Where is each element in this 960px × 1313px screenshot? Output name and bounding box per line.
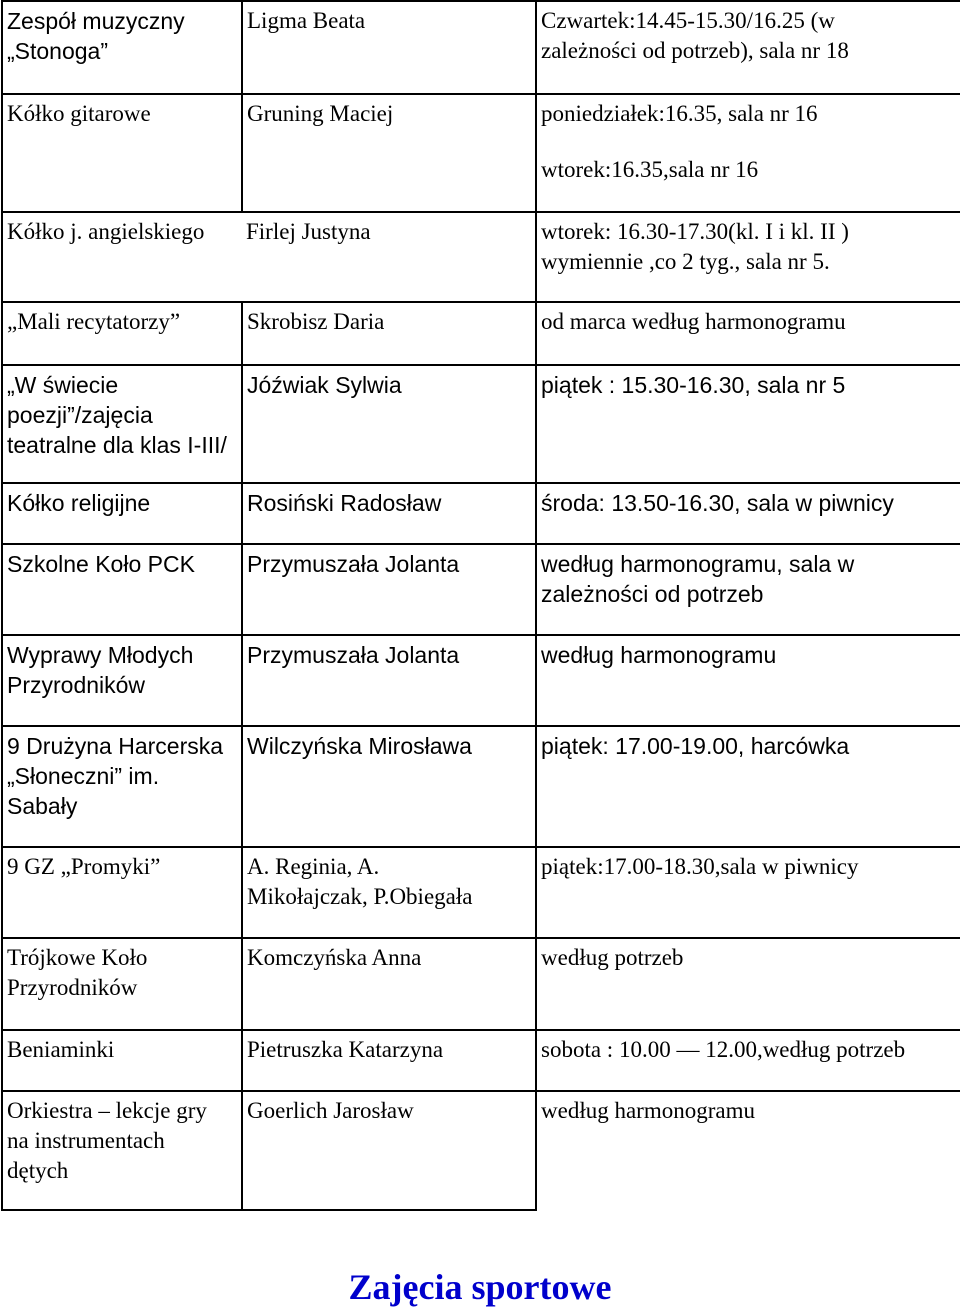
schedule-cell — [536, 1, 960, 94]
activity-name: poezji”/zajęcia — [7, 402, 153, 428]
schedule-text: wymiennie ,co 2 tyg., sala nr 5. — [541, 249, 830, 274]
table-row — [2, 938, 960, 1030]
teacher-cell — [242, 635, 536, 726]
activity-name-cell — [2, 726, 242, 847]
teacher-cell — [242, 212, 536, 302]
schedule-cell — [536, 1030, 960, 1091]
activity-name: Przyrodników — [7, 672, 146, 698]
schedule-cell — [536, 938, 960, 1030]
activity-name-cell — [2, 544, 242, 635]
activity-name-cell — [2, 212, 242, 302]
table-row — [2, 94, 960, 212]
schedule-text: piątek:17.00-18.30,sala w piwnicy — [541, 854, 859, 879]
table-row — [2, 1091, 960, 1210]
teacher-name: Komczyńska Anna — [247, 945, 422, 970]
activity-name-cell — [2, 1, 242, 94]
activity-name: dętych — [7, 1158, 69, 1183]
schedule-text: wtorek: 16.30-17.30(kl. I i kl. II ) — [541, 219, 849, 244]
activity-name: „Słoneczni” im. — [7, 763, 160, 789]
teacher-name: Jóźwiak Sylwia — [247, 372, 402, 398]
teacher-cell — [242, 365, 536, 483]
table-row — [2, 1, 960, 94]
schedule-cell — [536, 212, 960, 302]
schedule-text — [541, 129, 960, 155]
activity-name-cell — [2, 635, 242, 726]
activity-name: „W świecie — [7, 372, 119, 398]
table-row — [2, 847, 960, 938]
teacher-cell — [242, 302, 536, 365]
teacher-name: Ligma Beata — [247, 8, 366, 33]
activity-name: Beniaminki — [7, 1037, 115, 1062]
activity-name-cell — [2, 1030, 242, 1091]
schedule-text: piątek: 17.00-19.00, harcówka — [541, 733, 850, 759]
schedule-cell — [536, 94, 960, 212]
teacher-cell — [242, 94, 536, 212]
schedule-cell — [536, 635, 960, 726]
teacher-name: Skrobisz Daria — [247, 309, 385, 334]
teacher-cell — [242, 1091, 536, 1210]
activity-name: Zespół muzyczny — [7, 8, 185, 34]
schedule-text: piątek : 15.30-16.30, sala nr 5 — [541, 372, 846, 398]
activity-name: „Stonoga” — [7, 38, 109, 64]
activity-name: na instrumentach — [7, 1128, 165, 1153]
schedule-text: od marca według harmonogramu — [541, 309, 846, 334]
schedule-text: Czwartek:14.45-15.30/16.25 (w — [541, 8, 835, 33]
teacher-cell — [242, 938, 536, 1030]
activity-name: Przyrodników — [7, 975, 138, 1000]
table-row — [2, 302, 960, 365]
schedule-cell — [536, 483, 960, 544]
schedule-text: według harmonogramu — [541, 642, 777, 668]
activity-name-cell — [2, 94, 242, 212]
activity-name: 9 GZ „Promyki” — [7, 854, 161, 879]
teacher-cell — [242, 1030, 536, 1091]
table-row — [2, 212, 960, 302]
activity-name: Kółko gitarowe — [7, 101, 151, 126]
schedule-text: według harmonogramu, sala w — [541, 551, 855, 577]
teacher-name: Mikołajczak, P.Obiegała — [247, 884, 473, 909]
activity-name: Trójkowe Koło — [7, 945, 148, 970]
schedule-text: zależności od potrzeb — [541, 581, 764, 607]
schedule-cell — [536, 726, 960, 847]
teacher-name: Rosiński Radosław — [247, 490, 442, 516]
teacher-name: A. Reginia, A. — [247, 854, 380, 879]
teacher-name: Wilczyńska Mirosława — [247, 733, 472, 759]
activity-name: Kółko religijne — [7, 490, 151, 516]
activity-name-cell — [2, 1091, 242, 1210]
schedule-cell — [536, 544, 960, 635]
activity-name: Szkolne Koło PCK — [7, 551, 195, 577]
activity-name: Wyprawy Młodych — [7, 642, 194, 668]
schedule-cell — [536, 847, 960, 938]
table-row — [2, 365, 960, 483]
teacher-name: Firlej Justyna — [246, 219, 371, 244]
teacher-cell — [242, 483, 536, 544]
activity-name: Sabały — [7, 793, 78, 819]
teacher-cell — [242, 544, 536, 635]
teacher-cell — [242, 726, 536, 847]
activity-name: 9 Drużyna Harcerska — [7, 733, 224, 759]
activity-name-cell — [2, 483, 242, 544]
activities-table — [1, 0, 960, 1211]
activity-name: „Mali recytatorzy” — [7, 309, 181, 334]
activity-name: Orkiestra – lekcje gry — [7, 1098, 207, 1123]
teacher-name: Przymuszała Jolanta — [247, 551, 460, 577]
teacher-name: Gruning Maciej — [247, 101, 394, 126]
schedule-text: środa: 13.50-16.30, sala w piwnicy — [541, 490, 894, 516]
schedule-cell — [536, 365, 960, 483]
activity-name-cell — [2, 365, 242, 483]
schedule-text: według potrzeb — [541, 945, 684, 970]
teacher-cell — [242, 847, 536, 938]
activity-name-cell — [2, 847, 242, 938]
table-row — [2, 1030, 960, 1091]
section-heading: Zajęcia sportowe — [348, 1267, 612, 1307]
schedule-text: według harmonogramu — [541, 1098, 755, 1123]
schedule-text: sobota : 10.00 — 12.00,według potrzeb — [541, 1037, 906, 1062]
teacher-name: Pietruszka Katarzyna — [247, 1037, 444, 1062]
activity-name: teatralne dla klas I-III/ — [7, 432, 227, 458]
activity-name-cell — [2, 302, 242, 365]
activity-name: Kółko j. angielskiego — [7, 219, 205, 244]
teacher-cell — [242, 1, 536, 94]
table-row — [2, 635, 960, 726]
table-row — [2, 483, 960, 544]
schedule-text: wtorek:16.35,sala nr 16 — [541, 157, 759, 182]
schedule-text: zależności od potrzeb), sala nr 18 — [541, 38, 849, 63]
schedule-cell — [536, 1091, 960, 1210]
teacher-name: Przymuszała Jolanta — [247, 642, 460, 668]
schedule-text: poniedziałek:16.35, sala nr 16 — [541, 101, 818, 126]
teacher-name: Goerlich Jarosław — [247, 1098, 414, 1123]
schedule-cell — [536, 302, 960, 365]
activity-name-cell — [2, 938, 242, 1030]
table-row — [2, 544, 960, 635]
table-row — [2, 726, 960, 847]
